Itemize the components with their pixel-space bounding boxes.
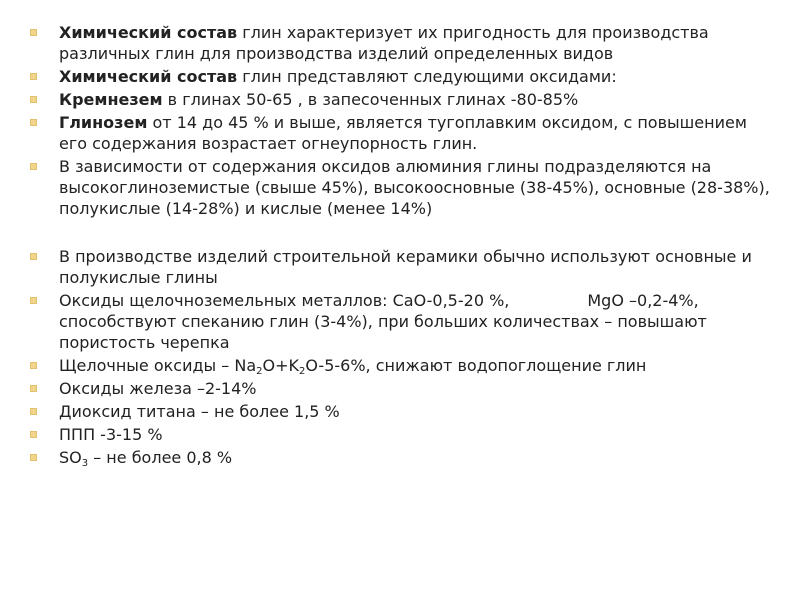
- item-body-part2: MgO –0,2-4%, способствуют спеканию глин (3-4%), при больших количествах – повышают пористость черепка: [59, 291, 707, 352]
- subscript: 3: [81, 458, 89, 469]
- bullet-square-icon: [30, 163, 37, 170]
- formula-text: Щелочные оксиды – Na: [59, 356, 257, 375]
- list-item: [0, 112, 800, 154]
- list-item-text: [59, 67, 617, 86]
- bold-term: Глинозем: [59, 113, 148, 132]
- bold-term: Химический состав: [59, 67, 238, 86]
- bullet-square-icon: [30, 253, 37, 260]
- formula-text: – не более 0,8 %: [88, 448, 233, 467]
- list-item-text: [59, 23, 709, 63]
- bullet-square-icon: [30, 362, 37, 369]
- list-item: [0, 424, 800, 445]
- bullet-square-icon: [30, 119, 37, 126]
- item-body-part1: Оксиды щелочноземельных металлов: CaO-0,5-20 %,: [59, 291, 510, 310]
- list-item: [0, 447, 800, 468]
- item-body: глин характеризует их пригодность для производства различных глин для производства изделий определенных видов: [59, 23, 709, 63]
- bold-term: Кремнезем: [59, 90, 163, 109]
- list-item: [0, 401, 800, 422]
- bullet-square-icon: [30, 297, 37, 304]
- formula-text: O-5-6%, снижают водопоглощение глин: [305, 356, 647, 375]
- list-item: [0, 246, 800, 288]
- subscript: 2: [256, 366, 263, 377]
- subscript: 2: [299, 366, 306, 377]
- list-item-text: [59, 291, 707, 352]
- list-item-text: [59, 90, 578, 109]
- bullet-square-icon: [30, 408, 37, 415]
- list-item: [0, 290, 800, 353]
- list-item: [0, 22, 800, 64]
- formula-text: O+K: [262, 356, 299, 375]
- list-item: [0, 355, 800, 376]
- list-item-text: [59, 113, 747, 153]
- item-body: в глинах 50-65 , в запесоченных глинах -80-85%: [162, 90, 579, 109]
- list-item-text: В производстве изделий строительной керамики обычно используют основные и полукислые глины: [59, 247, 752, 287]
- formula-text: SO: [59, 448, 82, 467]
- item-body: от 14 до 45 % и выше, является тугоплавким оксидом, с повышением его содержания возрастает огнеупорность глин.: [59, 113, 747, 153]
- list-item-text: [59, 356, 646, 375]
- bullet-square-icon: [30, 431, 37, 438]
- bullet-square-icon: [30, 29, 37, 36]
- list-item-text: [59, 448, 232, 467]
- list-item-text: Диоксид титана – не более 1,5 %: [59, 402, 340, 421]
- list-item-text: В зависимости от содержания оксидов алюминия глины подразделяются на высокоглиноземистые (свыше 45%), высокоосновные (38-45%), основные (28-38%), полукислые (14-28%) и кислые (менее 14%): [59, 157, 770, 218]
- item-body: глин представляют следующими оксидами:: [237, 67, 617, 86]
- list-item: [0, 89, 800, 110]
- bullet-square-icon: [30, 96, 37, 103]
- list-item: [0, 66, 800, 87]
- list-item-text: Оксиды железа –2-14%: [59, 379, 257, 398]
- list-item: [0, 378, 800, 399]
- list-item: [0, 156, 800, 219]
- bold-term: Химический состав: [59, 23, 238, 42]
- bullet-list: [0, 22, 800, 470]
- list-item-text: ППП -3-15 %: [59, 425, 163, 444]
- bullet-square-icon: [30, 385, 37, 392]
- bullet-square-icon: [30, 454, 37, 461]
- bullet-square-icon: [30, 73, 37, 80]
